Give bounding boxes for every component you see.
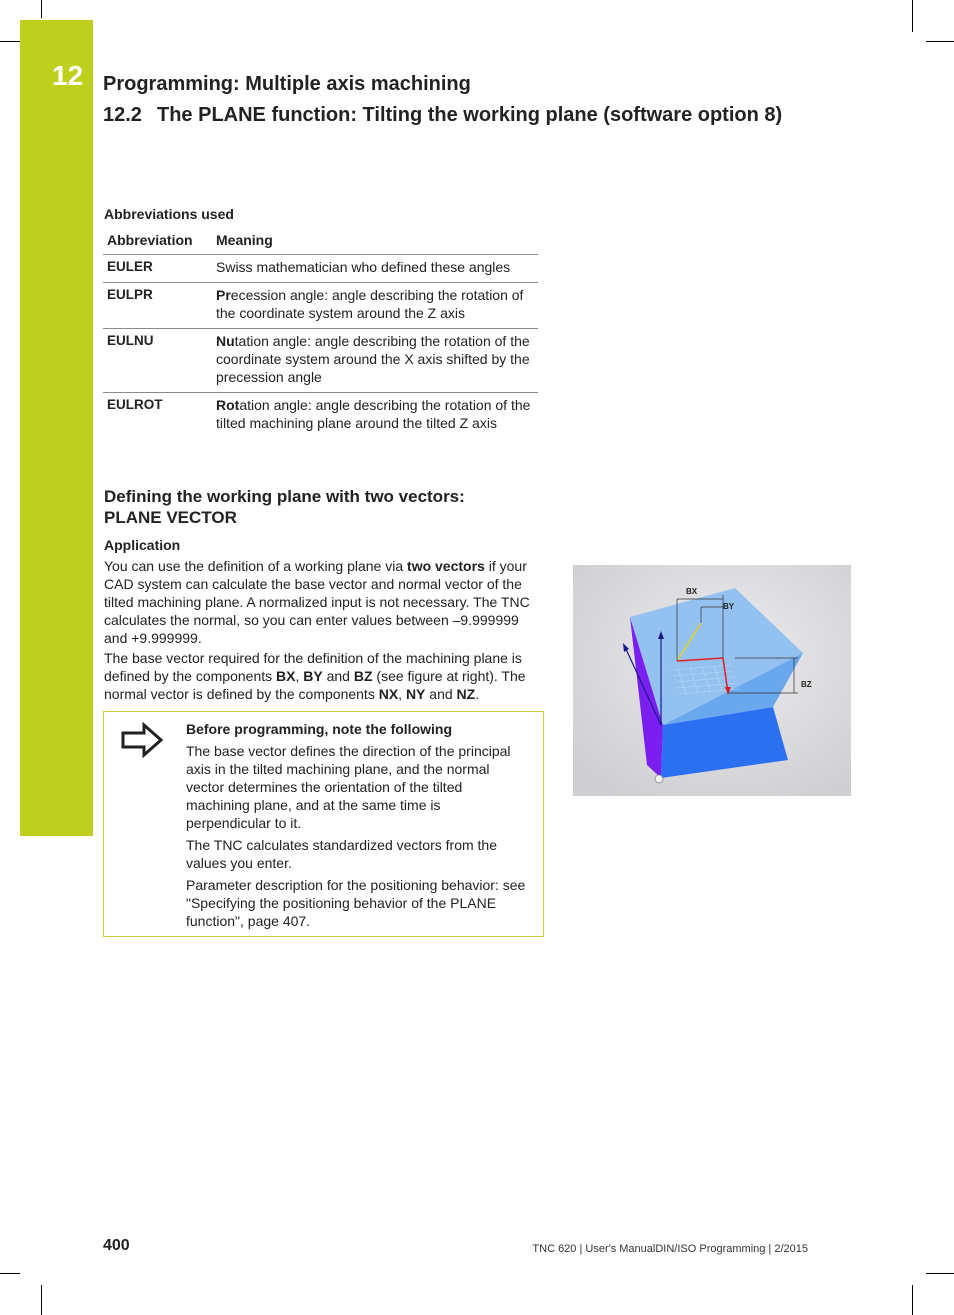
- meaning-cell: [212, 255, 538, 283]
- section-heading: [103, 104, 782, 127]
- column-header: Abbreviation: [103, 228, 212, 255]
- table-row: [103, 283, 538, 329]
- crop-mark: [926, 41, 954, 42]
- crop-mark: [926, 1273, 954, 1274]
- meaning-cell: [212, 283, 538, 329]
- text-run: ,: [295, 668, 304, 684]
- note-paragraph: The TNC calculates standardized vectors from the values you enter.: [186, 837, 497, 871]
- application-paragraph: [104, 557, 544, 647]
- note-body: [186, 720, 526, 934]
- component-nx: NX: [378, 686, 399, 702]
- component-by: BY: [303, 668, 323, 684]
- abbreviation-cell: EULER: [103, 255, 212, 283]
- crop-mark: [0, 41, 20, 42]
- subsection-title-line: Defining the working plane with two vectors:: [104, 487, 465, 506]
- note-title: Before programming, note the following: [186, 721, 452, 737]
- meaning-bold-prefix: Nu: [216, 333, 235, 349]
- text-run: (see figure at right). The normal vector is defined by the components: [104, 668, 526, 702]
- section-title: The PLANE function: Tilting the working plane (software option 8): [157, 104, 783, 126]
- note-paragraph: The base vector defines the direction of the principal axis in the tilted machining plane, and the normal vector determines the orientation of the tilted machining plane, and at the same time is perpendicular to it.: [186, 743, 511, 831]
- abbreviation-cell: EULNU: [103, 329, 212, 393]
- table-row: [103, 393, 538, 439]
- chapter-number: 12: [52, 60, 84, 91]
- meaning-cell: [212, 393, 538, 439]
- tilted-plane-illustration: [573, 565, 851, 796]
- emphasis: two vectors: [407, 558, 485, 574]
- origin-marker: [655, 775, 663, 783]
- meaning-text: ation angle: angle describing the rotation of the tilted machining plane around the tilted Z axis: [216, 397, 531, 431]
- component-bz: BZ: [353, 668, 373, 684]
- column-header: Meaning: [212, 228, 538, 255]
- abbreviation-cell: EULROT: [107, 397, 163, 412]
- table-header-row: [103, 228, 538, 255]
- label-bz: BZ: [801, 680, 812, 689]
- section-number: 12.2: [103, 104, 142, 126]
- text-run: You can use the definition of a working plane via: [104, 558, 408, 574]
- text-run: The base vector required for the definition of the machining plane is defined by the components: [104, 650, 522, 684]
- crop-mark: [912, 0, 913, 32]
- table-row: [103, 255, 538, 283]
- table-caption: Abbreviations used: [104, 206, 234, 222]
- vector-paragraph: [104, 649, 544, 703]
- meaning-text: Swiss mathematician who defined these angles: [216, 259, 511, 275]
- footer-text: TNC 620 | User's ManualDIN/ISO Programming | 2/2015: [532, 1243, 808, 1255]
- vector-figure: [573, 565, 851, 796]
- component-bx: BX: [276, 668, 296, 684]
- text-run: and: [425, 686, 457, 702]
- table-row: [103, 329, 538, 393]
- label-by: BY: [723, 602, 735, 611]
- meaning-text: tation angle: angle describing the rotation of the coordinate system around the X axis shifted by the precession angle: [216, 333, 530, 385]
- crop-mark: [41, 0, 42, 18]
- label-bx: BX: [686, 587, 698, 596]
- chapter-title: Programming: Multiple axis machining: [103, 73, 471, 95]
- page-number: 400: [103, 1237, 130, 1254]
- abbreviation-cell: EULPR: [103, 283, 212, 329]
- text-run: .: [475, 686, 480, 702]
- arrow-right-icon: [120, 722, 164, 758]
- meaning-cell: [212, 329, 538, 393]
- component-ny: NY: [405, 686, 426, 702]
- text-run: ,: [398, 686, 406, 702]
- component-nz: NZ: [456, 686, 476, 702]
- text-run: if your CAD system can calculate the base vector and normal vector of the tilted machining plane. A normalized input is not necessary. The TNC calculates the normal, so you can enter values between –9.999999 and +9.999999.: [104, 558, 530, 646]
- crop-mark: [912, 1285, 913, 1315]
- text-run: and: [322, 668, 354, 684]
- note-paragraph: Parameter description for the positioning behavior: see "Specifying the positioning behavior of the PLANE function", page 407.: [186, 877, 526, 929]
- abbreviations-table: [103, 228, 538, 438]
- application-label: Application: [104, 537, 181, 553]
- crop-mark: [41, 1285, 42, 1315]
- meaning-text: ecession angle: angle describing the rotation of the coordinate system around the Z axis: [216, 287, 524, 321]
- crop-mark: [0, 1273, 20, 1274]
- subsection-title: [104, 486, 544, 528]
- meaning-bold-prefix: Rot: [216, 397, 240, 413]
- subsection-title-line: PLANE VECTOR: [104, 508, 237, 527]
- note-box: [103, 711, 544, 937]
- meaning-bold-prefix: Pr: [216, 287, 231, 303]
- chapter-sidebar: [20, 20, 93, 836]
